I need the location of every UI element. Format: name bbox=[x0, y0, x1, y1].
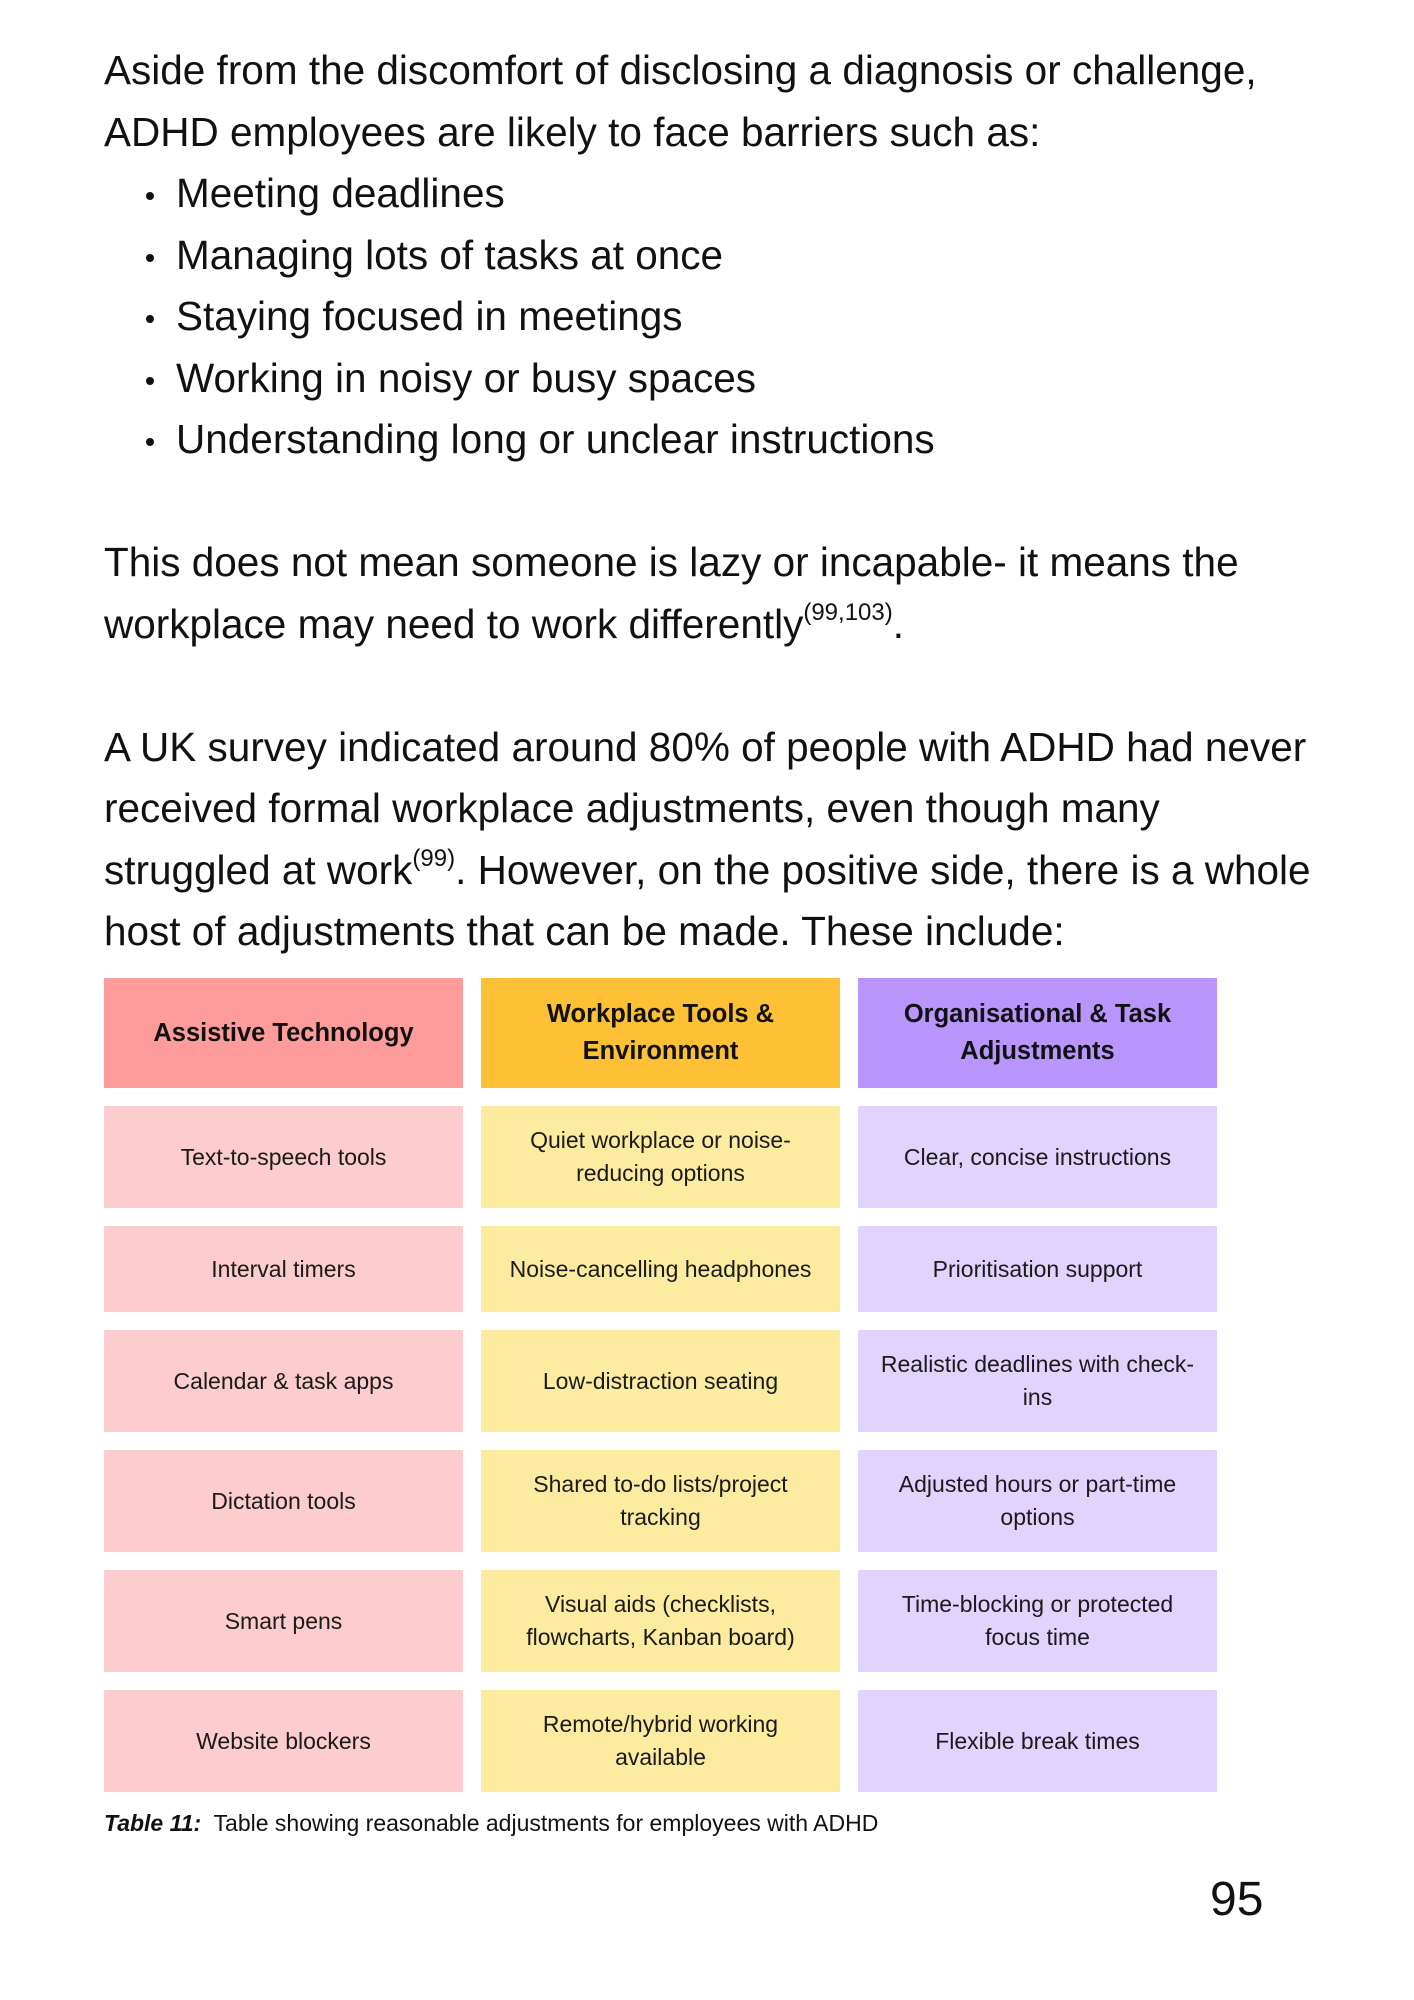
table-cell: Dictation tools bbox=[104, 1450, 463, 1552]
table-cell: Smart pens bbox=[104, 1570, 463, 1672]
intro-line-1: Aside from the discomfort of disclosing a diagnosis or challenge, bbox=[104, 47, 1257, 93]
table-cell: Flexible break times bbox=[858, 1690, 1217, 1792]
table-cell: Time-blocking or protected focus time bbox=[858, 1570, 1217, 1672]
body-text bbox=[104, 40, 1354, 963]
intro-paragraph bbox=[104, 40, 1354, 163]
column-header: Workplace Tools & Environment bbox=[481, 978, 840, 1088]
barriers-list bbox=[104, 163, 1354, 471]
table-caption bbox=[104, 1810, 878, 1837]
survey-paragraph bbox=[104, 717, 1354, 963]
table-cell: Low-distraction seating bbox=[481, 1330, 840, 1432]
list-item: Staying focused in meetings bbox=[146, 286, 1354, 348]
para2-line-1: This does not mean someone is lazy or incapable- it means the bbox=[104, 539, 1239, 585]
table-cell: Noise-cancelling headphones bbox=[481, 1226, 840, 1312]
adjustments-table bbox=[104, 978, 1217, 1792]
para3-line-3b: . However, on the positive side, there is a whole bbox=[455, 846, 1311, 893]
table-cell: Calendar & task apps bbox=[104, 1330, 463, 1432]
list-item: Meeting deadlines bbox=[146, 163, 1354, 225]
list-item: Managing lots of tasks at once bbox=[146, 225, 1354, 287]
table-cell: Interval timers bbox=[104, 1226, 463, 1312]
list-item: Working in noisy or busy spaces bbox=[146, 348, 1354, 410]
table-cell: Visual aids (checklists, flowcharts, Kanban board) bbox=[481, 1570, 840, 1672]
citation: (99) bbox=[412, 844, 456, 872]
table-cell: Adjusted hours or part-time options bbox=[858, 1450, 1217, 1552]
table-cell: Website blockers bbox=[104, 1690, 463, 1792]
para2-line-2: workplace may need to work differently bbox=[104, 600, 804, 647]
table-cell: Prioritisation support bbox=[858, 1226, 1217, 1312]
para3-line-4: host of adjustments that can be made. These include: bbox=[104, 908, 1065, 954]
para3-line-3a: struggled at work bbox=[104, 846, 413, 893]
workplace-paragraph bbox=[104, 532, 1354, 655]
table-column-assistive-technology bbox=[104, 978, 463, 1792]
table-column-organisational-adjustments bbox=[858, 978, 1217, 1792]
caption-text: Table showing reasonable adjustments for employees with ADHD bbox=[213, 1810, 879, 1836]
table-cell: Quiet workplace or noise-reducing options bbox=[481, 1106, 840, 1208]
list-item: Understanding long or unclear instructions bbox=[146, 409, 1354, 471]
para3-line-1: A UK survey indicated around 80% of people with ADHD had never bbox=[104, 723, 1307, 770]
table-cell: Text-to-speech tools bbox=[104, 1106, 463, 1208]
table-cell: Clear, concise instructions bbox=[858, 1106, 1217, 1208]
table-cell: Shared to-do lists/project tracking bbox=[481, 1450, 840, 1552]
column-header: Organisational & Task Adjustments bbox=[858, 978, 1217, 1088]
citation: (99,103) bbox=[803, 598, 893, 626]
table-column-workplace-tools bbox=[481, 978, 840, 1792]
column-header: Assistive Technology bbox=[104, 978, 463, 1088]
page-number: 95 bbox=[1210, 1873, 1264, 1926]
intro-line-2: ADHD employees are likely to face barriers such as: bbox=[104, 108, 1041, 155]
para3-line-2: received formal workplace adjustments, even though many bbox=[104, 785, 1160, 831]
caption-label: Table 11: bbox=[104, 1810, 202, 1836]
table-cell: Realistic deadlines with check-ins bbox=[858, 1330, 1217, 1432]
para2-end: . bbox=[892, 600, 904, 647]
table-cell: Remote/hybrid working available bbox=[481, 1690, 840, 1792]
